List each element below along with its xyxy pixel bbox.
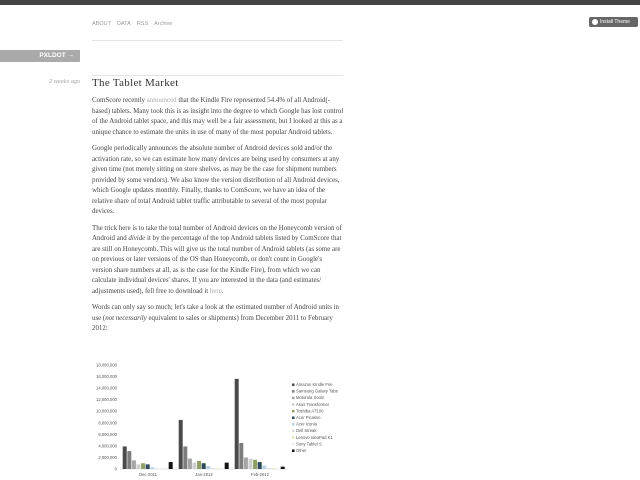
- bar: [202, 463, 206, 469]
- bar: [249, 459, 253, 469]
- legend-swatch: [292, 417, 295, 420]
- bar: [179, 420, 183, 469]
- bar: [258, 462, 262, 469]
- bar: [216, 468, 220, 469]
- bar: [239, 443, 243, 469]
- legend-swatch: [292, 430, 295, 433]
- y-tick-label: 10,000,000: [96, 408, 117, 414]
- legend-swatch: [292, 390, 295, 393]
- y-tick-label: 14,000,000: [96, 385, 117, 391]
- text: equivalent to sales or shipments) from December 2011 to February 2012:: [92, 314, 333, 332]
- bar: [225, 463, 229, 469]
- bar: [146, 464, 150, 469]
- bar: [272, 468, 276, 469]
- legend-swatch: [292, 397, 295, 400]
- divider: [92, 40, 343, 41]
- post-title: The Tablet Market: [92, 77, 179, 89]
- nav-about[interactable]: ABOUT: [92, 21, 111, 27]
- bar: [206, 466, 210, 469]
- y-tick-label: 18,000,000: [96, 362, 117, 368]
- bar: [150, 467, 154, 469]
- x-tick-label: Feb-2012: [251, 472, 269, 477]
- legend-swatch: [292, 443, 295, 446]
- bar: [137, 464, 141, 469]
- bar: [188, 459, 192, 469]
- x-tick-label: Jan-2012: [195, 472, 213, 477]
- bar: [123, 446, 127, 469]
- bar: [276, 468, 280, 469]
- legend-swatch: [292, 384, 295, 387]
- y-tick-label: 16,000,000: [96, 374, 117, 380]
- legend-label: Other: [296, 448, 307, 453]
- bar: [267, 468, 271, 469]
- legend-swatch: [292, 423, 295, 426]
- legend-label: Toshiba AT100: [296, 408, 324, 414]
- install-theme-label: Install Theme: [600, 19, 630, 25]
- y-tick-label: 6,000,000: [98, 431, 117, 437]
- bar: [244, 457, 248, 469]
- legend-label: Amazon Kindle Fire: [296, 382, 333, 387]
- paragraph: [92, 96, 344, 138]
- paragraph: [92, 224, 344, 298]
- legend-label: Motorola Xoom: [296, 395, 325, 401]
- bar: [127, 451, 131, 469]
- bar: [211, 468, 215, 469]
- legend-swatch: [292, 403, 295, 406]
- bar: [281, 467, 285, 469]
- bar: [253, 460, 257, 469]
- divider: [92, 75, 343, 76]
- nav-menu: [92, 21, 172, 27]
- nav-rss[interactable]: RSS: [136, 21, 149, 27]
- bar: [262, 466, 266, 469]
- legend-label: Lenovo IdeaPad K1: [296, 434, 333, 440]
- top-bar: [0, 0, 640, 5]
- y-tick-label: 8,000,000: [98, 420, 117, 426]
- bar: [183, 446, 187, 469]
- post-date[interactable]: 2 weeks ago: [49, 79, 80, 85]
- y-tick-label: 12,000,000: [96, 397, 117, 403]
- bar: [155, 468, 159, 469]
- post-body: [92, 96, 344, 341]
- legend-label: Asus Transformer: [296, 401, 330, 407]
- nav-archive[interactable]: Archive: [154, 21, 173, 27]
- text: it by the percentage of the top Android tablets listed by ComScore that are still on Honeycomb. This will give us the total number of Android tablets (as some are on previous or later versions of the OS than Honeycomb, or don't count in Google's version share numbers at all, as is the case for the Kindle Fire), from which we can calculate individual devices' shares. If you are interested in the data (and estimates/ adjustments used), fell free to download it: [92, 235, 342, 295]
- legend-label: Samsung Galaxy Tabs: [296, 388, 338, 394]
- text: .: [221, 287, 224, 295]
- legend-swatch: [292, 410, 295, 413]
- bar: [141, 463, 145, 469]
- text: not necessarily: [105, 314, 147, 322]
- bar: [193, 463, 197, 469]
- paragraph: [92, 303, 344, 335]
- legend-label: Sony Tablet S: [296, 441, 322, 447]
- legend-label: Dell Streak: [296, 428, 317, 434]
- pxldot-button[interactable]: PXLDOT →: [0, 50, 80, 62]
- tumblr-icon: [592, 19, 598, 25]
- paragraph: Google periodically announces the absolute number of Android devices sold and/or the activation rate, so we can estimate how many devices are being used by consumers at any given time (not merely sitting on store shelves, as may be the case for shipment numbers provided by some vendors). We also know the version distribution of all Android devices, which Google updates monthly. Finally, thanks to ComScore, we have an idea of the relative share of total Android tablet traffic attributable to several of the most popular devices.: [92, 145, 340, 215]
- bar: [169, 462, 173, 469]
- text: that the Kindle Fire represented 54.4% of all Android(-based) tablets. Many took this is as insight into the degree to which Google has lost control of the Android tablet space, and this may well be a fair assessment, but I looked at this as a unique chance to estimate the units in use of many of the most popular Android tablets.: [92, 97, 344, 136]
- text: Words can only say so much; let's take a look at the estimated number of Android units in use (: [92, 304, 339, 322]
- bar: [132, 460, 136, 469]
- y-tick-label: 2,000,000: [98, 454, 117, 460]
- announced-link[interactable]: announced: [146, 97, 177, 104]
- legend-label: Acer Picasso: [296, 415, 321, 420]
- text: divide: [128, 235, 146, 242]
- bar: [197, 461, 201, 469]
- x-tick-label: Dec-2011: [139, 472, 157, 477]
- download-link[interactable]: here: [209, 287, 222, 295]
- bar: [235, 379, 239, 469]
- units-chart: [88, 358, 348, 480]
- text: ComScore recently: [92, 97, 147, 104]
- legend-label: Acer Iconia: [296, 421, 317, 427]
- legend-swatch: [292, 436, 295, 439]
- y-tick-label: 4,000,000: [98, 443, 117, 449]
- legend-swatch: [292, 450, 295, 453]
- text: The trick here is to take the total number of Android devices on the Honeycomb version of Android and: [92, 224, 342, 242]
- y-tick-label: 0: [114, 466, 117, 472]
- nav-data[interactable]: DATA: [116, 21, 131, 27]
- install-theme-button[interactable]: [589, 17, 638, 27]
